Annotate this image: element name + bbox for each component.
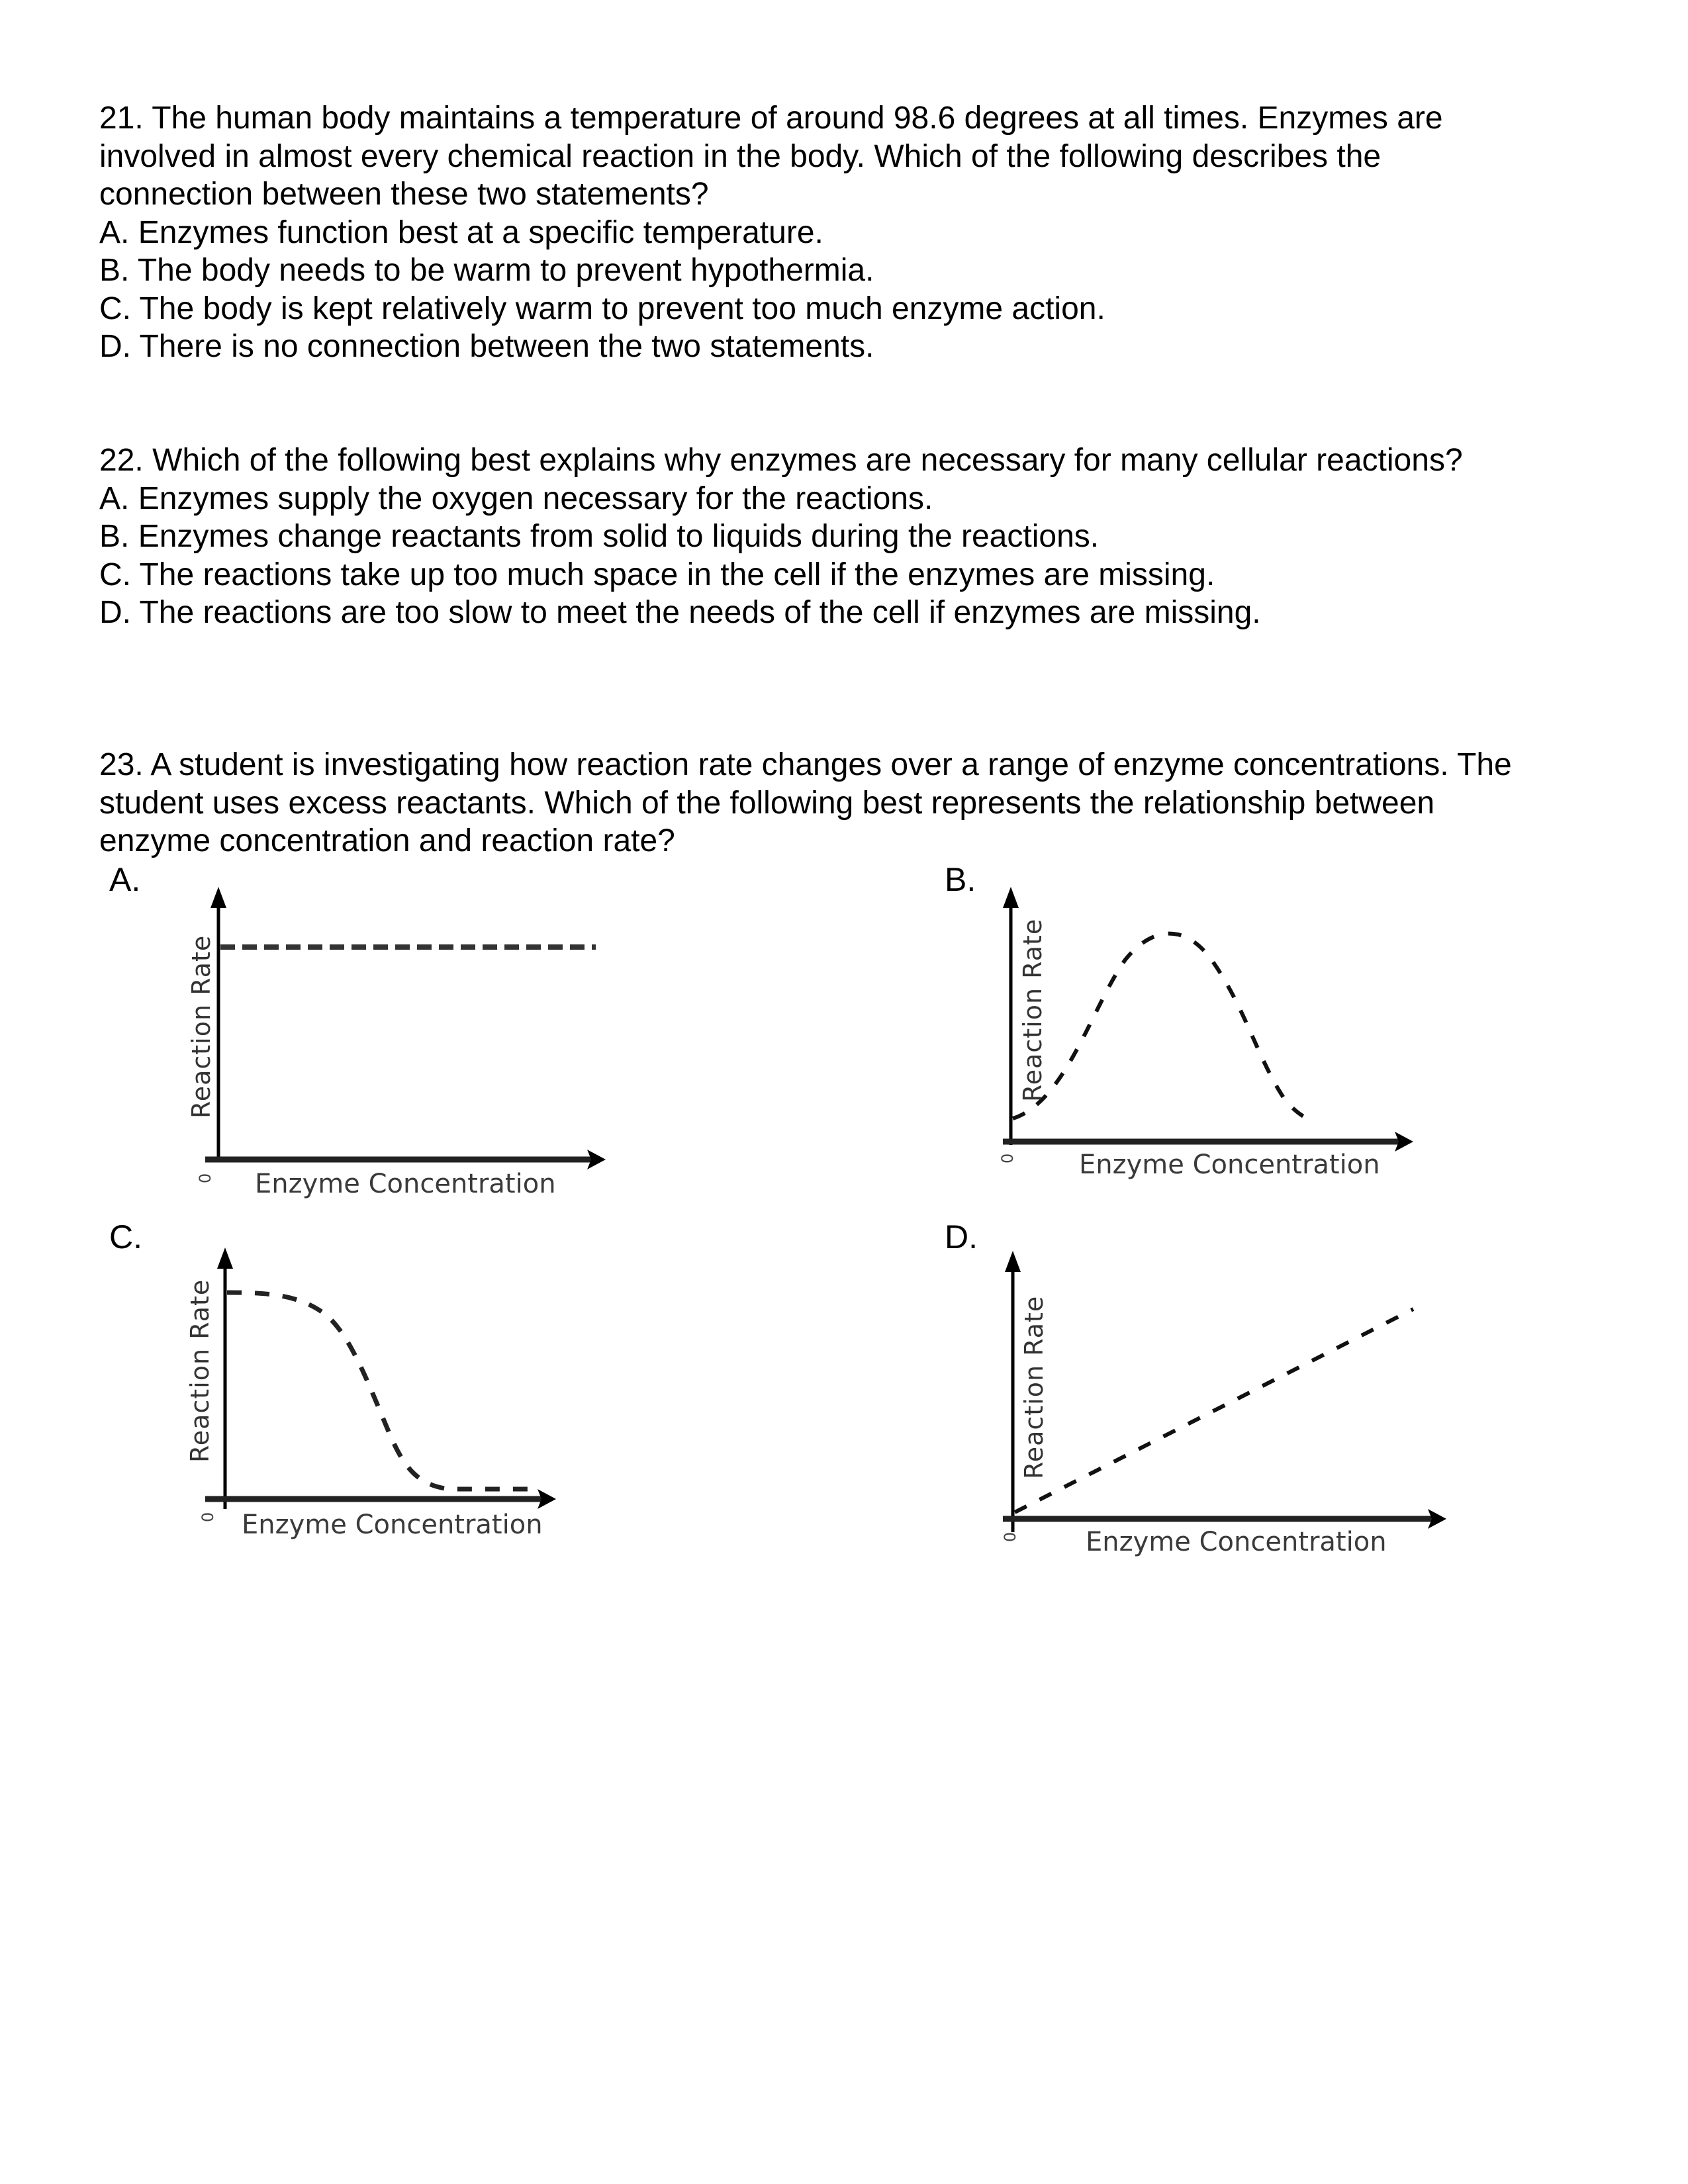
graph-option-label: A. [109,861,141,898]
answer-option-a: A. Enzymes function best at a specific temperature. [99,214,823,250]
x-axis-label: Enzyme Concentration [1079,1150,1380,1180]
question-stem-line: involved in almost every chemical reaction in the body. Which of the following describes the [99,138,1382,174]
graph-option-label: C. [109,1218,142,1255]
y-axis-label: Reaction Rate [1018,918,1047,1102]
origin-label: 0 [998,1153,1017,1163]
y-axis-label: Reaction Rate [1019,1295,1049,1479]
answer-option-b: B. Enzymes change reactants from solid to liquids during the reactions. [99,519,1100,554]
x-axis-label: Enzyme Concentration [242,1510,543,1540]
graph-option-label: B. [945,861,976,898]
origin-label: 0 [1001,1531,1019,1542]
y-axis-label: Reaction Rate [187,934,216,1118]
x-axis-label: Enzyme Concentration [1086,1527,1387,1557]
y-axis-label: Reaction Rate [185,1279,214,1463]
question-stem-line: student uses excess reactants. Which of the following best represents the relationship between [99,785,1435,821]
answer-option-d: D. There is no connection between the two statements. [99,329,874,364]
x-axis-label: Enzyme Concentration [255,1169,556,1199]
question-stem-line: connection between these two statements? [99,177,709,212]
question-stem-line: 22. Which of the following best explains why enzymes are necessary for many cellular reactions? [99,443,1463,478]
question-stem-line: enzyme concentration and reaction rate? [99,823,675,858]
answer-option-a: A. Enzymes supply the oxygen necessary for the reactions. [99,480,933,516]
question-stem-line: 21. The human body maintains a temperature of around 98.6 degrees at all times. Enzymes are [99,101,1443,136]
origin-label: 0 [199,1512,217,1522]
answer-option-c: C. The reactions take up too much space in the cell if the enzymes are missing. [99,557,1215,592]
question-stem-line: 23. A student is investigating how reaction rate changes over a range of enzyme concentrations. The [99,747,1512,782]
answer-option-b: B. The body needs to be warm to prevent hypothermia. [99,253,874,288]
origin-label: 0 [196,1173,214,1183]
answer-option-d: D. The reactions are too slow to meet the needs of the cell if enzymes are missing. [99,595,1261,630]
answer-option-c: C. The body is kept relatively warm to prevent too much enzyme action. [99,291,1105,326]
graph-option-label: D. [945,1218,978,1255]
